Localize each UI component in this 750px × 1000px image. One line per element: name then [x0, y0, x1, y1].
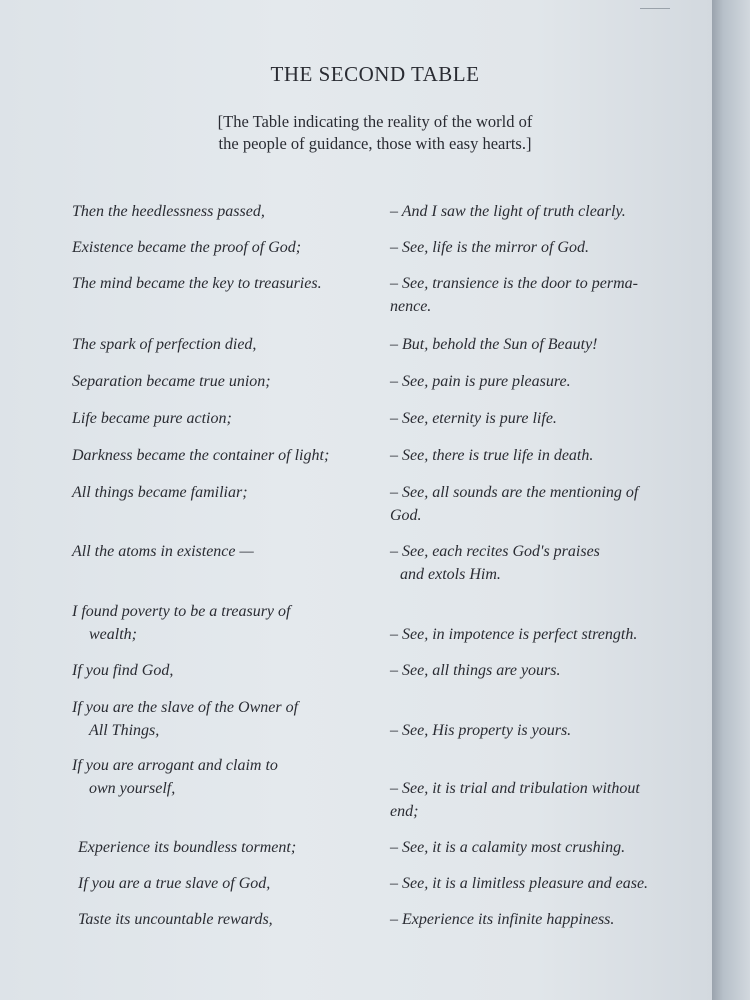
left-verse: If you are arrogant and claim to own yourself, [72, 757, 278, 797]
left-verse: All the atoms in existence — [72, 543, 254, 560]
page-title: THE SECOND TABLE [270, 62, 480, 86]
left-verse: If you find God, [72, 662, 174, 679]
right-verse: – See, His property is yours. [390, 722, 572, 739]
right-verse: – See, transience is the door to perma- nence. [390, 275, 638, 315]
right-verse: – See, each recites God's praises and extols Him. [390, 543, 600, 583]
left-verse: I found poverty to be a treasury of wealth; [72, 603, 291, 643]
left-verse: Existence became the proof of God; [72, 239, 302, 256]
right-verse: – See, it is a limitless pleasure and ease. [390, 875, 649, 892]
left-verse: Taste its uncountable rewards, [78, 911, 273, 928]
page-edge-shadow [712, 0, 750, 1000]
right-verse: – Experience its infinite happiness. [390, 911, 615, 928]
left-verse: Life became pure action; [72, 410, 232, 427]
left-verse: Then the heedlessness passed, [72, 203, 265, 220]
right-verse: – See, it is trial and tribulation without end; [390, 780, 640, 820]
left-verse: Separation became true union; [72, 373, 271, 390]
right-verse: – And I saw the light of truth clearly. [390, 203, 626, 220]
subtitle-line: [The Table indicating the reality of the world of [217, 112, 533, 131]
page-stack-edge [640, 0, 670, 9]
left-verse: Darkness became the container of light; [72, 447, 330, 464]
left-verse: The spark of perfection died, [72, 336, 257, 353]
right-verse: – See, in impotence is perfect strength. [390, 626, 638, 643]
left-verse: Experience its boundless torment; [78, 839, 297, 856]
left-verse: All things became familiar; [72, 484, 248, 501]
right-verse: – But, behold the Sun of Beauty! [390, 336, 598, 353]
right-verse: – See, life is the mirror of God. [390, 239, 589, 256]
left-verse: If you are a true slave of God, [78, 875, 271, 892]
left-verse: If you are the slave of the Owner of All Things, [72, 699, 299, 739]
right-verse: – See, all sounds are the mentioning of God. [390, 484, 639, 524]
right-verse: – See, pain is pure pleasure. [390, 373, 571, 390]
right-verse: – See, it is a calamity most crushing. [390, 839, 626, 856]
page-subtitle [150, 111, 600, 155]
right-verse: – See, there is true life in death. [390, 447, 594, 464]
subtitle-line: the people of guidance, those with easy hearts.] [218, 134, 532, 153]
right-verse: – See, all things are yours. [390, 662, 561, 679]
right-verse: – See, eternity is pure life. [390, 410, 557, 427]
left-verse: The mind became the key to treasuries. [72, 275, 322, 292]
